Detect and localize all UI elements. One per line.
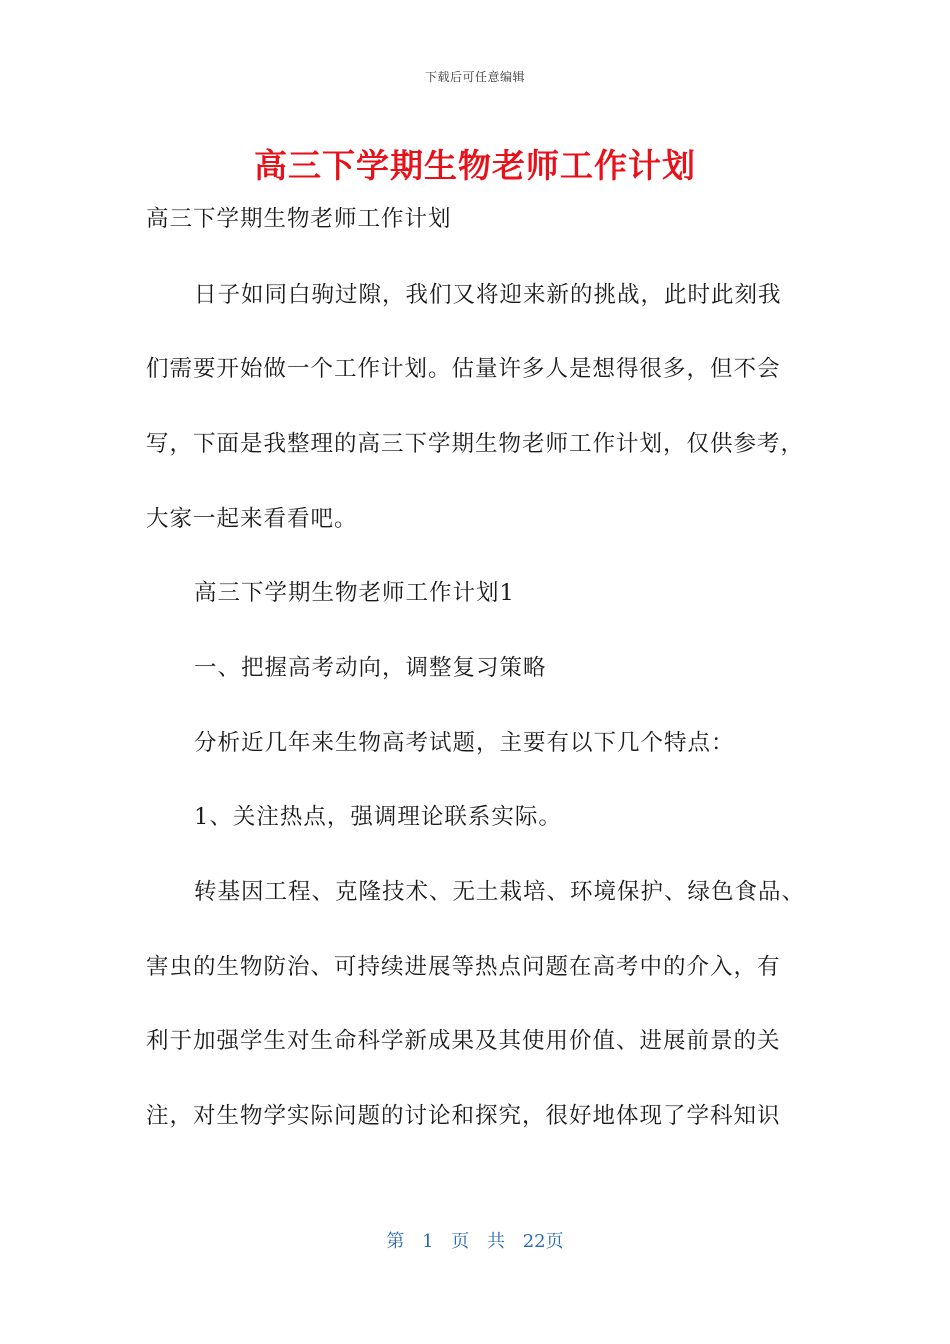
footer-prefix: 第 xyxy=(386,1231,405,1252)
paragraph-line: 注，对生物学实际问题的讨论和探究，很好地体现了学科知识 xyxy=(146,1103,781,1129)
paragraph-line: 分析近几年来生物高考试题，主要有以下几个特点： xyxy=(194,730,735,756)
footer-mid: 页 xyxy=(451,1231,470,1252)
footer-total-pages: 22 xyxy=(522,1231,546,1252)
section-heading: 高三下学期生物老师工作计划1 xyxy=(194,580,515,606)
paragraph-line: 写，下面是我整理的高三下学期生物老师工作计划，仅供参考， xyxy=(146,431,805,457)
footer-total-prefix: 共 xyxy=(487,1231,505,1252)
page-footer xyxy=(0,1227,950,1253)
subtitle-line: 高三下学期生物老师工作计划 xyxy=(146,206,452,232)
paragraph-line: 日子如同白驹过隙，我们又将迎来新的挑战，此时此刻我 xyxy=(194,282,782,308)
list-item: 1、关注热点，强调理论联系实际。 xyxy=(194,804,562,830)
footer-page-number: 1 xyxy=(422,1231,434,1252)
paragraph-line: 转基因工程、克隆技术、无土栽培、环境保护、绿色食品、 xyxy=(194,879,806,905)
paragraph-line: 们需要开始做一个工作计划。估量许多人是想得很多，但不会 xyxy=(146,356,781,382)
paragraph-line: 大家一起来看看吧。 xyxy=(146,506,358,532)
paragraph-line: 利于加强学生对生命科学新成果及其使用价值、进展前景的关 xyxy=(146,1028,781,1054)
section-heading: 一、把握高考动向，调整复习策略 xyxy=(194,655,547,681)
footer-suffix: 页 xyxy=(545,1231,564,1252)
paragraph-line: 害虫的生物防治、可持续进展等热点问题在高考中的介入，有 xyxy=(146,954,781,980)
document-title: 高三下学期生物老师工作计划 xyxy=(254,146,696,185)
header-note: 下载后可任意编辑 xyxy=(424,70,525,84)
